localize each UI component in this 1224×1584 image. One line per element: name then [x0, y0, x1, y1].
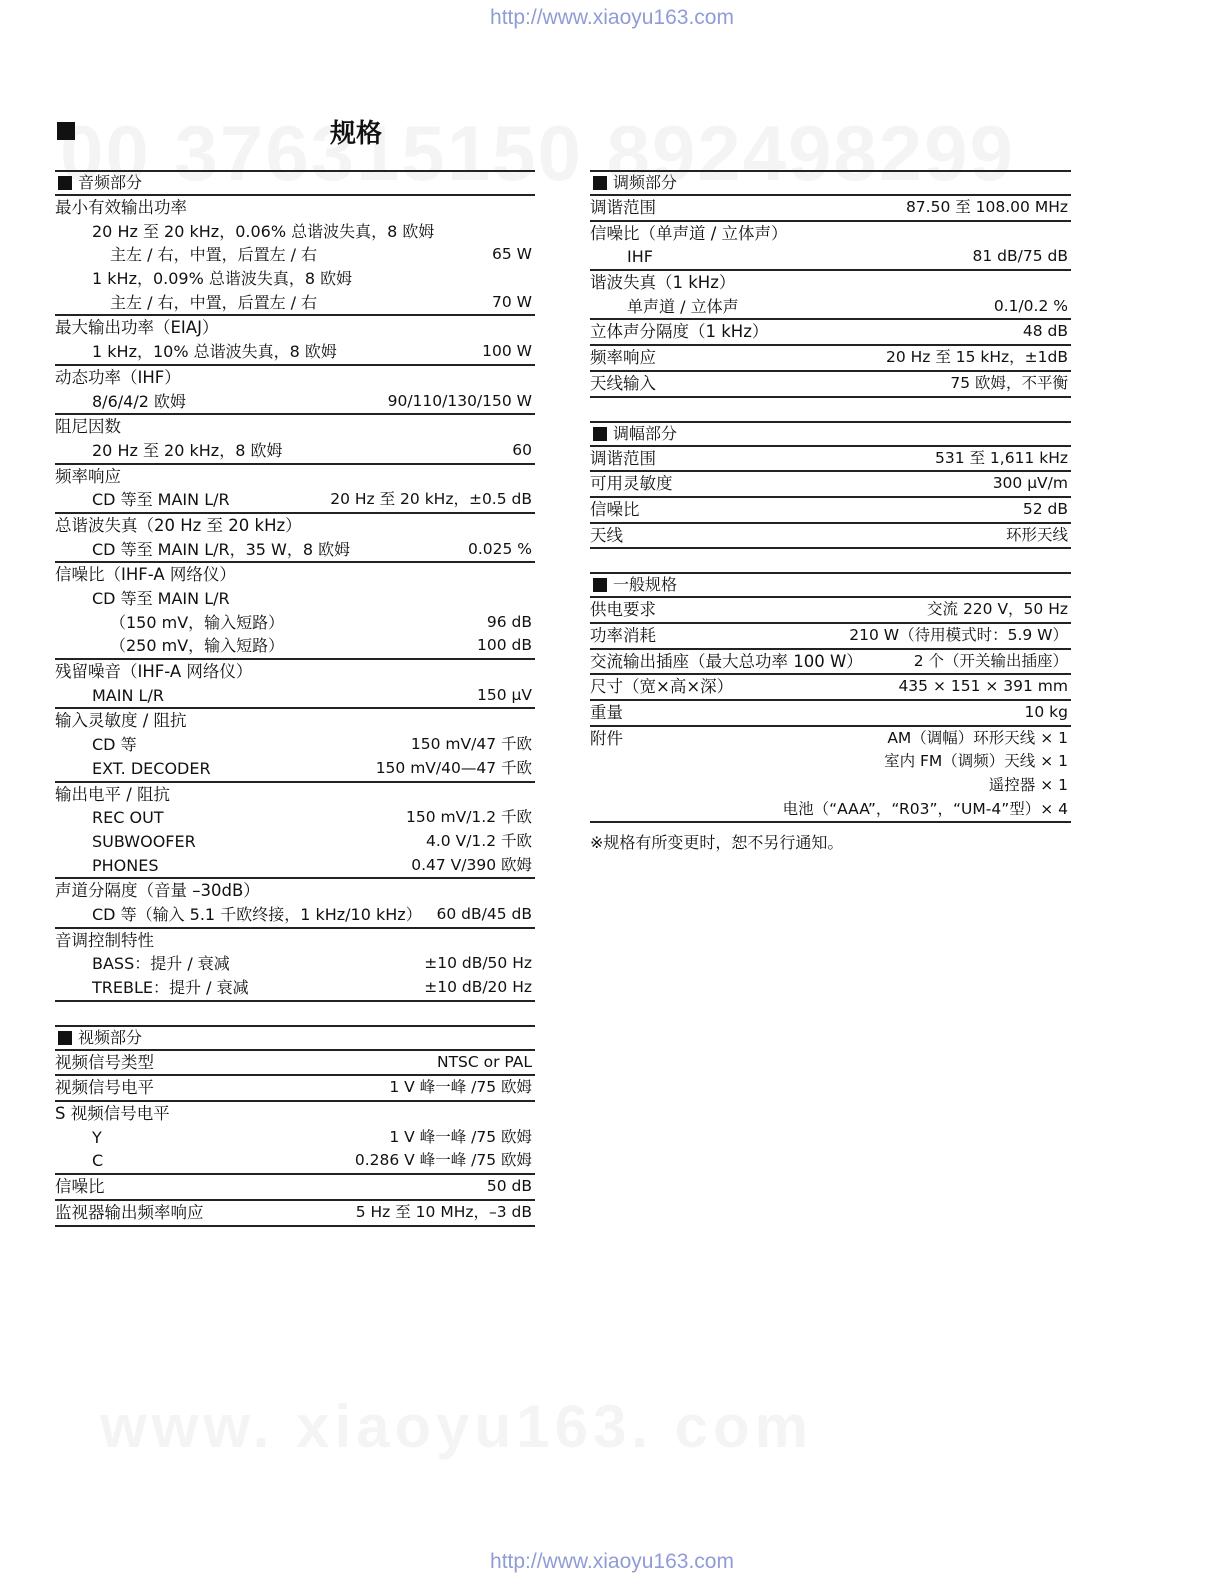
spec-group	[590, 701, 1071, 727]
spec-value: 48 dB	[1022, 322, 1068, 341]
spec-group	[590, 447, 1071, 473]
spec-value: 0.025 %	[467, 539, 532, 558]
spec-label: 监视器输出频率响应	[55, 1202, 204, 1222]
spec-value: 4.0 V/1.2 千欧	[426, 831, 532, 850]
spec-sub-label: CD 等至 MAIN L/R，35 W，8 欧姆	[92, 539, 351, 559]
spec-value: 2 个（开关输出插座）	[913, 651, 1068, 670]
spec-sub-label: CD 等至 MAIN L/R	[92, 490, 230, 510]
spec-row	[55, 806, 535, 830]
spec-group	[590, 727, 1071, 824]
spec-label: 输入灵敏度 / 阻抗	[55, 711, 187, 731]
spec-row	[55, 220, 535, 244]
section-heading-text: 视频部分	[78, 1027, 143, 1047]
spec-value: 81 dB/75 dB	[972, 247, 1068, 266]
spec-row	[55, 634, 535, 658]
spec-label: 频率响应	[55, 466, 121, 486]
spec-group	[55, 415, 535, 464]
spec-label: 声道分隔度（音量 –30dB）	[55, 881, 260, 901]
spec-row	[590, 701, 1071, 725]
spec-sub-label: BASS：提升 / 衰减	[92, 954, 230, 974]
spec-label: 重量	[590, 703, 623, 722]
spec-group	[55, 1102, 535, 1175]
spec-group	[590, 675, 1071, 701]
section-heading-text: 音频部分	[78, 173, 143, 192]
spec-label: 阻尼因数	[55, 417, 121, 437]
spec-sub-label: C	[92, 1151, 104, 1171]
spec-label: S 视频信号电平	[55, 1104, 170, 1124]
spec-row	[55, 660, 535, 684]
video-section	[55, 1025, 535, 1227]
spec-value: 10 kg	[1024, 703, 1068, 721]
spec-label: 频率响应	[590, 348, 656, 368]
spec-row	[590, 727, 1071, 751]
spec-label: 尺寸（宽×高×深）	[590, 677, 734, 697]
spec-sub-label: CD 等至 MAIN L/R	[92, 589, 230, 608]
spec-group	[55, 563, 535, 660]
spec-row	[55, 709, 535, 733]
spec-sub-label: EXT. DECODER	[92, 758, 211, 778]
spec-group	[590, 196, 1071, 222]
footer-url: http://www.xiaoyu163.com	[490, 1550, 734, 1573]
spec-group	[590, 320, 1071, 346]
spec-row	[590, 320, 1071, 344]
spec-row	[590, 472, 1071, 496]
spec-value: 100 W	[482, 342, 532, 361]
spec-row	[590, 222, 1071, 246]
spec-row	[55, 929, 535, 953]
spec-label: 输出电平 / 阻抗	[55, 784, 171, 804]
section-heading	[590, 572, 1071, 598]
spec-row	[55, 316, 535, 340]
spec-row	[55, 1076, 535, 1100]
spec-sub-label: Y	[92, 1127, 102, 1147]
left-column	[55, 170, 535, 1250]
spec-group	[55, 879, 535, 928]
spec-row	[55, 830, 535, 854]
spec-label: 总谐波失真（20 Hz 至 20 kHz）	[55, 515, 302, 535]
spec-value: 87.50 至 108.00 MHz	[905, 198, 1068, 216]
spec-label: 信噪比	[55, 1177, 105, 1197]
spec-row	[55, 1126, 535, 1150]
spec-row	[55, 488, 535, 512]
spec-value: 0.47 V/390 欧姆	[411, 855, 532, 874]
spec-row	[590, 624, 1071, 648]
spec-row	[55, 879, 535, 903]
watermark-bottom	[100, 1392, 813, 1461]
spec-value: 96 dB	[486, 612, 532, 631]
spec-label: 最大输出功率（EIAJ）	[55, 318, 219, 338]
spec-row	[590, 295, 1071, 319]
spec-label: 附件	[590, 728, 623, 748]
spec-group	[55, 1076, 535, 1102]
spec-group	[590, 372, 1071, 398]
spec-label: 供电要求	[590, 600, 656, 620]
spec-label: 音调控制特性	[55, 930, 154, 950]
spec-sub-label: 主左 / 右，中置，后置左 / 右	[110, 292, 318, 312]
spec-row	[55, 1102, 535, 1126]
spec-row	[55, 854, 535, 878]
spec-row	[55, 366, 535, 390]
spec-value: 5 Hz 至 10 MHz，–3 dB	[355, 1202, 532, 1221]
spec-value: 150 µV	[477, 685, 532, 704]
spec-row	[55, 563, 535, 587]
spec-label: 动态功率（IHF）	[55, 367, 181, 387]
spec-group	[590, 624, 1071, 650]
spec-row	[55, 903, 535, 927]
spec-value: 20 Hz 至 20 kHz，±0.5 dB	[330, 490, 532, 509]
spec-value: AM（调幅）环形天线 × 1	[887, 728, 1068, 747]
spec-label: 视频信号电平	[55, 1078, 154, 1098]
spec-row	[55, 733, 535, 757]
section-heading-text: 调幅部分	[613, 423, 678, 443]
spec-group	[590, 222, 1071, 271]
audio-section	[55, 170, 535, 1002]
spec-sub-label: TREBLE：提升 / 衰减	[92, 978, 249, 997]
spec-group	[55, 929, 535, 1002]
spec-row	[55, 514, 535, 538]
spec-value: 50 dB	[486, 1177, 532, 1196]
spec-sub-label: 8/6/4/2 欧姆	[92, 391, 186, 411]
square-bullet-icon	[593, 427, 607, 441]
header-url: http://www.xiaoyu163.com	[490, 6, 734, 29]
spec-group	[55, 196, 535, 316]
spec-label: 信噪比（单声道 / 立体声）	[590, 223, 788, 243]
spec-row	[590, 271, 1071, 295]
spec-label: 可用灵敏度	[590, 474, 673, 494]
spec-value: 环形天线	[1005, 525, 1068, 544]
spec-value: 52 dB	[1022, 499, 1068, 518]
spec-row	[590, 798, 1071, 822]
spec-label: 信噪比	[590, 499, 640, 519]
spec-row	[590, 372, 1071, 396]
square-bullet-icon	[58, 176, 72, 190]
spec-value: 100 dB	[477, 636, 532, 655]
spec-value: 交流 220 V，50 Hz	[927, 600, 1068, 619]
spec-row	[55, 1051, 535, 1075]
spec-sub-label: REC OUT	[92, 808, 164, 828]
spec-row	[590, 498, 1071, 522]
spec-sub-label: CD 等（输入 5.1 千欧终接，1 kHz/10 kHz）	[92, 904, 422, 924]
spec-sub-label: 单声道 / 立体声	[627, 296, 739, 316]
am-section	[590, 421, 1071, 550]
spec-row	[55, 465, 535, 489]
spec-label: 交流输出插座（最大总功率 100 W）	[590, 651, 863, 671]
page-title: 规格	[330, 119, 383, 149]
spec-value: 0.286 V 峰一峰 /75 欧姆	[354, 1151, 532, 1170]
spec-value: NTSC or PAL	[436, 1052, 532, 1071]
spec-label: 信噪比（IHF-A 网络仪）	[55, 565, 236, 585]
spec-row	[55, 538, 535, 562]
spec-label: 视频信号类型	[55, 1052, 154, 1072]
spec-row	[55, 684, 535, 708]
spec-row	[55, 340, 535, 364]
spec-row	[590, 447, 1071, 471]
spec-row	[55, 757, 535, 781]
spec-value: 60	[512, 440, 532, 459]
spec-sub-label: IHF	[627, 247, 653, 267]
spec-group	[55, 514, 535, 563]
spec-group	[55, 1051, 535, 1077]
spec-group	[55, 366, 535, 415]
spec-label: 天线输入	[590, 373, 656, 393]
spec-group	[590, 346, 1071, 372]
spec-value: 60 dB/45 dB	[436, 904, 532, 923]
fm-section	[590, 170, 1071, 398]
spec-row	[55, 1201, 535, 1225]
spec-sub-label: 主左 / 右，中置，后置左 / 右	[110, 245, 318, 265]
title-bullet	[57, 122, 75, 140]
spec-row	[55, 291, 535, 315]
section-heading-text: 一般规格	[613, 575, 678, 595]
spec-value: 150 mV/1.2 千欧	[405, 808, 532, 827]
spec-value: 70 W	[492, 292, 532, 311]
spec-sub-label: 20 Hz 至 20 kHz，0.06% 总谐波失真，8 欧姆	[92, 221, 435, 241]
spec-group	[590, 271, 1071, 320]
spec-value: 531 至 1,611 kHz	[934, 448, 1068, 467]
spec-value: 210 W（待用模式时：5.9 W）	[849, 625, 1068, 644]
spec-group	[55, 1201, 535, 1227]
spec-value: 300 µV/m	[992, 474, 1068, 493]
spec-label: 功率消耗	[590, 625, 656, 645]
spec-value: 1 V 峰一峰 /75 欧姆	[389, 1127, 532, 1146]
spec-row	[55, 390, 535, 414]
spec-value: 435 × 151 × 391 mm	[898, 677, 1068, 696]
spec-sub-label: PHONES	[92, 855, 159, 875]
spec-row	[590, 598, 1071, 622]
section-heading	[55, 170, 535, 196]
spec-label: 谐波失真（1 kHz）	[590, 273, 736, 293]
spec-sub-label: （250 mV，输入短路）	[110, 636, 285, 656]
spec-value: ±10 dB/20 Hz	[424, 978, 532, 996]
spec-row	[590, 650, 1071, 674]
spec-row	[55, 976, 535, 1000]
spec-label: 残留噪音（IHF-A 网络仪）	[55, 662, 253, 682]
spec-sub-label: （150 mV，输入短路）	[110, 612, 285, 632]
spec-value: 90/110/130/150 W	[387, 391, 532, 410]
spec-row	[590, 675, 1071, 699]
spec-label: 调谐范围	[590, 448, 656, 468]
spec-row	[590, 524, 1071, 548]
footnote: ※规格有所变更时，恕不另行通知。	[590, 833, 844, 853]
section-heading	[55, 1025, 535, 1051]
spec-label: 最小有效输出功率	[55, 198, 187, 217]
spec-group	[55, 465, 535, 514]
spec-sub-label: 1 kHz，0.09% 总谐波失真，8 欧姆	[92, 269, 353, 289]
right-column	[590, 170, 1071, 853]
spec-row	[55, 243, 535, 267]
spec-group	[55, 660, 535, 709]
spec-value: 电池（“AAA”，“R03”，“UM-4”型）× 4	[782, 799, 1068, 818]
section-heading-text: 调频部分	[613, 173, 678, 192]
spec-row	[55, 783, 535, 807]
spec-label: 调谐范围	[590, 198, 656, 217]
spec-group	[55, 709, 535, 782]
spec-value: 室内 FM（调频）天线 × 1	[884, 752, 1068, 771]
spec-sub-label: MAIN L/R	[92, 685, 164, 705]
spec-row	[55, 1149, 535, 1173]
spec-group	[55, 316, 535, 365]
spec-value: 150 mV/47 千欧	[410, 735, 532, 754]
spec-row	[55, 1175, 535, 1199]
spec-group	[590, 524, 1071, 550]
section-heading	[590, 421, 1071, 447]
spec-group	[590, 498, 1071, 524]
general-section	[590, 572, 1071, 823]
spec-value: 75 欧姆，不平衡	[950, 373, 1068, 392]
spec-row	[55, 952, 535, 976]
section-heading	[590, 170, 1071, 196]
spec-row	[590, 750, 1071, 774]
spec-value: 遥控器 × 1	[988, 776, 1068, 795]
spec-group	[590, 472, 1071, 498]
spec-label: 天线	[590, 525, 623, 545]
spec-row	[590, 774, 1071, 798]
spec-row	[55, 267, 535, 291]
spec-group	[55, 783, 535, 880]
spec-sub-label: 20 Hz 至 20 kHz，8 欧姆	[92, 440, 283, 460]
square-bullet-icon	[593, 176, 607, 190]
square-bullet-icon	[58, 1031, 72, 1045]
spec-row	[590, 196, 1071, 220]
spec-row	[55, 439, 535, 463]
spec-row	[55, 196, 535, 220]
spec-sub-label: SUBWOOFER	[92, 831, 196, 851]
spec-sub-label: 1 kHz，10% 总谐波失真，8 欧姆	[92, 342, 337, 362]
spec-row	[590, 346, 1071, 370]
spec-sub-label: CD 等	[92, 735, 137, 755]
spec-value: 150 mV/40—47 千欧	[375, 758, 532, 777]
square-bullet-icon	[593, 578, 607, 592]
spec-row	[590, 245, 1071, 269]
spec-row	[55, 415, 535, 439]
spec-group	[590, 650, 1071, 676]
spec-value: ±10 dB/50 Hz	[424, 954, 532, 973]
spec-value: 1 V 峰一峰 /75 欧姆	[389, 1078, 532, 1097]
spec-value: 0.1/0.2 %	[993, 296, 1068, 315]
spec-group	[55, 1175, 535, 1201]
spec-value: 20 Hz 至 15 kHz，±1dB	[885, 348, 1068, 367]
spec-value: 65 W	[492, 245, 532, 264]
spec-label: 立体声分隔度（1 kHz）	[590, 322, 769, 342]
spec-group	[590, 598, 1071, 624]
spec-row	[55, 587, 535, 611]
spec-row	[55, 611, 535, 635]
